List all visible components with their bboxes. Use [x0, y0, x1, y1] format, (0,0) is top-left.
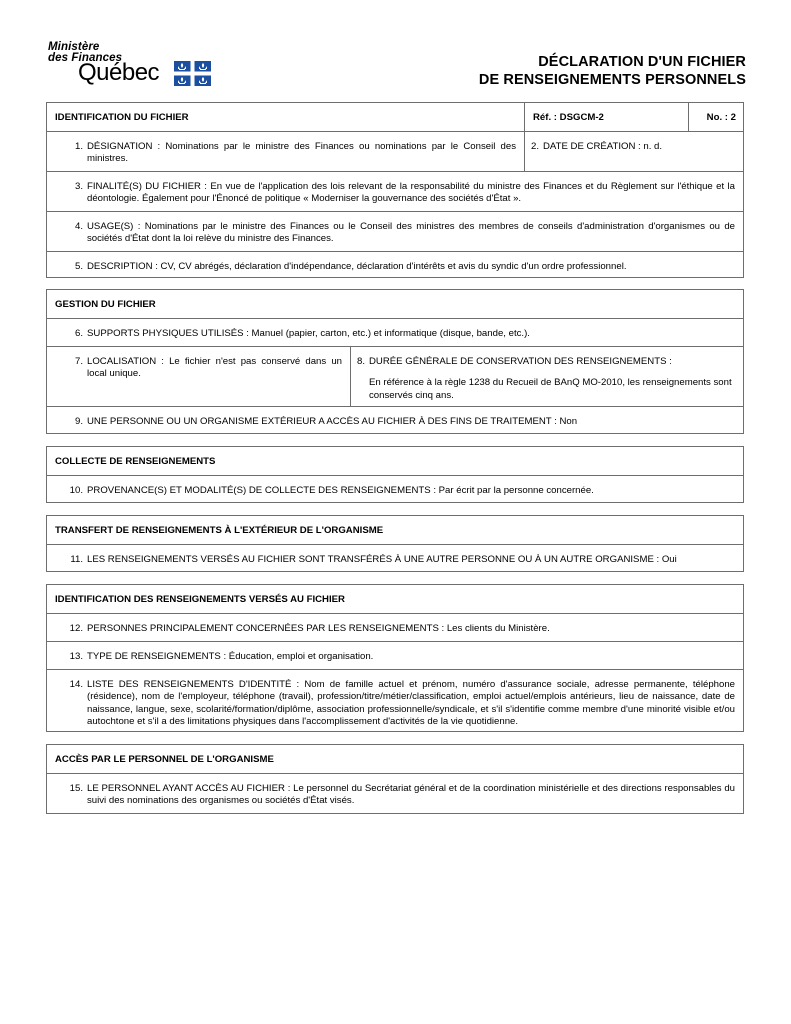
- section-header-row: [47, 516, 743, 544]
- item-text: SUPPORTS PHYSIQUES UTILISÉS : Manuel (papier, carton, etc.) et informatique (disque, bande, etc.).: [87, 328, 530, 339]
- item-text: DESCRIPTION : CV, CV abrégés, déclaration d'indépendance, déclaration d'intérêts et avis du syndic d'un ordre professionnel.: [87, 261, 627, 272]
- item-detail: En référence à la règle 1238 du Recueil de BAnQ MO-2010, les renseignements sont conservés cinq ans.: [369, 377, 732, 401]
- section-identification: [46, 102, 744, 278]
- item-finalite: [47, 171, 743, 211]
- section-collecte: [46, 446, 744, 503]
- item-text: DURÉE GÉNÉRALE DE CONSERVATION DES RENSEIGNEMENTS :: [369, 356, 672, 367]
- item-number: 10.: [69, 485, 83, 496]
- section-heading: GESTION DU FICHIER: [55, 299, 156, 310]
- item-text: LOCALISATION : Le fichier n'est pas conservé dans un local unique.: [87, 356, 342, 380]
- item-localisation: [47, 347, 350, 406]
- item-description: [47, 251, 743, 277]
- logo-quebec-wordmark: Québec: [78, 59, 160, 86]
- item-personnel-acces: [47, 773, 743, 813]
- item-number: 11.: [70, 554, 83, 565]
- item-type-renseignements: [47, 641, 743, 669]
- section-heading: IDENTIFICATION DU FICHIER: [55, 112, 189, 123]
- item-liste-identite: [47, 669, 743, 731]
- item-number: 9.: [74, 416, 83, 427]
- item-number: 5.: [74, 261, 83, 272]
- item-text: USAGE(S) : Nominations par le ministre des Finances ou le Conseil des ministres des membres de conseils d'administration d'organismes ou de sociétés d'État dont la loi relève du ministre des Finances.: [87, 221, 735, 245]
- item-usage: [47, 211, 743, 251]
- ministere-finances-quebec-logo: [46, 38, 226, 88]
- section-acces-personnel: [46, 744, 744, 814]
- item-number: 13.: [69, 651, 83, 662]
- item-number: 12.: [69, 623, 83, 634]
- section-header-row: [47, 447, 743, 475]
- file-number: No. : 2: [688, 103, 743, 131]
- item-date-creation: [524, 132, 743, 171]
- item-number: 15.: [69, 783, 83, 794]
- item-number: 1.: [74, 141, 83, 152]
- item-supports: [47, 318, 743, 346]
- section-renseignements: [46, 584, 744, 732]
- item-duree-conservation: [350, 347, 743, 406]
- page-header: [46, 38, 746, 96]
- row-items-1-2: [47, 131, 743, 171]
- item-text: LISTE DES RENSEIGNEMENTS D'IDENTITÉ : Nom de famille actuel et prénom, numéro d'assurance sociale, adresse permanente, téléphone (résidence), nom de l'employeur, téléphone (travail), profession/titre/métier/classification, emploi actuel/emplois antérieurs, lieu de naissance, date de naissance, langue, sexe, scolarité/formation/diplôme, association professionnelle/syndicale, et s'il s'identifie comme membre d'une minorité visible et/ou autochtone et s'il a des limitations physiques dans l'accomplissement d'activités de la vie quotidienne.: [87, 679, 735, 727]
- row-items-7-8: [47, 346, 743, 406]
- logo-line-finances: des Finances: [48, 52, 123, 64]
- item-text: FINALITÉ(S) DU FICHIER : En vue de l'application des lois relevant de la responsabilité du ministre des Finances et du Règlement sur l'éthique et la déontologie. Également pour l'Énoncé de politique « Moderniser la gouvernance des sociétés d'État ».: [87, 181, 735, 205]
- item-designation: [47, 132, 524, 171]
- section-heading: IDENTIFICATION DES RENSEIGNEMENTS VERSÉS AU FICHIER: [55, 594, 345, 605]
- item-number: 8.: [356, 356, 365, 367]
- file-reference: Réf. : DSGCM-2: [524, 103, 688, 131]
- section-gestion: [46, 289, 744, 434]
- section-header-row: [47, 290, 743, 318]
- item-text: DÉSIGNATION : Nominations par le ministre des Finances ou nominations par le Conseil des ministres.: [87, 141, 516, 165]
- item-text: TYPE DE RENSEIGNEMENTS : Éducation, emploi et organisation.: [87, 651, 374, 662]
- quebec-flag-icon: [174, 61, 211, 86]
- item-number: 2.: [530, 141, 539, 152]
- item-text: PROVENANCE(S) ET MODALITÉ(S) DE COLLECTE DES RENSEIGNEMENTS : Par écrit par la personne concernée.: [87, 485, 594, 496]
- item-text: UNE PERSONNE OU UN ORGANISME EXTÉRIEUR A ACCÈS AU FICHIER À DES FINS DE TRAITEMENT : Non: [87, 416, 578, 427]
- section-header-row: [47, 745, 743, 773]
- item-number: 7.: [74, 356, 83, 367]
- item-personnes-concernees: [47, 613, 743, 641]
- section-header-row: [47, 103, 743, 131]
- logo-line-ministere: Ministère: [48, 41, 100, 53]
- item-number: 4.: [74, 221, 83, 232]
- item-number: 6.: [74, 328, 83, 339]
- item-text: DATE DE CRÉATION : n. d.: [543, 141, 663, 152]
- item-number: 3.: [74, 181, 83, 192]
- item-acces-exterieur: [47, 406, 743, 433]
- document-title-line2: DE RENSEIGNEMENTS PERSONNELS: [478, 72, 746, 88]
- item-number: 14.: [69, 679, 83, 690]
- section-header-row: [47, 585, 743, 613]
- document-title-line1: DÉCLARATION D'UN FICHIER: [538, 54, 746, 70]
- item-transfert: [47, 544, 743, 571]
- item-text: LES RENSEIGNEMENTS VERSÉS AU FICHIER SONT TRANSFÉRÉS À UNE AUTRE PERSONNE OU À UN AUTRE ORGANISME : Oui: [87, 554, 677, 565]
- section-heading: COLLECTE DE RENSEIGNEMENTS: [55, 456, 216, 467]
- section-heading: TRANSFERT DE RENSEIGNEMENTS À L'EXTÉRIEUR DE L'ORGANISME: [55, 525, 384, 536]
- item-text: PERSONNES PRINCIPALEMENT CONCERNÉES PAR LES RENSEIGNEMENTS : Les clients du Ministère.: [87, 623, 550, 634]
- item-text: LE PERSONNEL AYANT ACCÈS AU FICHIER : Le personnel du Secrétariat général et de la coordination ministérielle et des directions responsables du suivi des nominations des organismes ou sociétés d'État visés.: [87, 783, 735, 807]
- document-title: [479, 53, 746, 89]
- section-transfert: [46, 515, 744, 572]
- section-heading: ACCÈS PAR LE PERSONNEL DE L'ORGANISME: [55, 754, 274, 765]
- item-provenance: [47, 475, 743, 502]
